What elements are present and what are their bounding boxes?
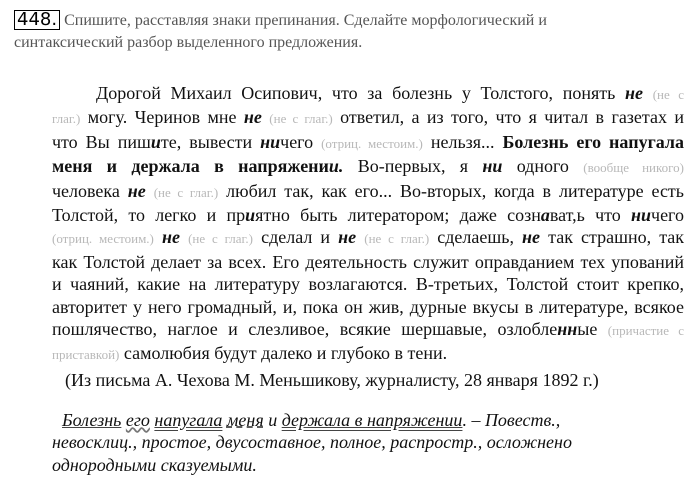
- subject-word: Болезнь: [62, 409, 122, 430]
- analysis-text: однородными сказуемыми.: [52, 454, 257, 475]
- text-segment: нельзя...: [422, 131, 503, 152]
- text-segment: могу. Черинов мне: [80, 107, 244, 128]
- text-line: [52, 251, 684, 273]
- highlighted-letters: ни: [631, 205, 652, 226]
- syntactic-analysis: [52, 409, 684, 476]
- text-segment: сделал и: [252, 227, 339, 248]
- text-line: [52, 82, 684, 106]
- grammar-note: (не с: [652, 87, 684, 102]
- text-line: [52, 273, 684, 295]
- text-segment: ответил, а из того, что я читал в газетах и: [332, 107, 685, 128]
- highlighted-letters: ни: [260, 131, 281, 152]
- highlighted-letters: не: [522, 227, 541, 248]
- grammar-note: приставкой): [52, 347, 120, 363]
- text-segment: одного: [502, 156, 584, 177]
- exercise-header: [14, 10, 686, 54]
- highlighted-letters: не: [625, 83, 644, 103]
- attribute-word: его: [125, 409, 150, 430]
- grammar-note: (вообще никого): [583, 160, 684, 176]
- exercise-number: 448.: [14, 10, 60, 30]
- bold-sentence: меня и держала в напряжени: [52, 156, 329, 177]
- passage-source: (Из письма А. Чехова М. Меньшикову, журналисту, 28 января 1892 г.): [65, 369, 599, 390]
- instruction-text: Спишите, расставляя знаки препинания. Сделайте морфологический и: [64, 12, 547, 29]
- letter-passage: [52, 82, 684, 367]
- text-segment: как Толстой делает за всех. Его деятельность служит оправданием тех упований: [52, 251, 684, 272]
- text-segment: Во-первых, я: [343, 156, 483, 177]
- text-segment: авторитет у него громадный, и, пока он жив, дурные вкусы в литературе, всякое: [52, 296, 684, 317]
- highlighted-letters: и: [150, 131, 161, 152]
- text-segment: те, вывести: [160, 131, 261, 152]
- instruction-text: синтаксический разбор выделенного предложения.: [14, 34, 363, 51]
- text-segment: ые: [577, 319, 608, 340]
- text-line: [52, 226, 684, 250]
- grammar-note: (не с глаг.): [153, 184, 219, 200]
- bold-highlighted-letters: и.: [328, 156, 344, 177]
- object-word: меня: [226, 409, 264, 430]
- text-line: [52, 342, 684, 366]
- grammar-note: (не с глаг.): [188, 231, 253, 247]
- text-line: [52, 155, 684, 179]
- predicate-word: напугала: [154, 409, 223, 430]
- text-segment: Толстой, то легко и пр: [52, 205, 246, 226]
- text-segment: любил так, как его... Во-вторых, когда в литературе есть: [218, 180, 685, 201]
- text-segment: [154, 227, 162, 247]
- text-segment: так страшно, так: [540, 227, 685, 248]
- analysis-text: и: [263, 409, 282, 430]
- grammar-note: глаг.): [52, 111, 81, 127]
- text-segment: [643, 83, 653, 103]
- text-segment: чего: [280, 131, 322, 152]
- text-segment: самолюбия будут далеко и глубоко в тени.: [119, 343, 448, 364]
- text-segment: что Вы пиш: [52, 131, 151, 152]
- highlighted-letters: не: [338, 227, 357, 248]
- text-segment: и чаяний, какие на литературу возлагаются. В-третьих, Толстой стоит крепко,: [52, 274, 684, 295]
- text-segment: ват,ь что: [549, 205, 631, 226]
- text-line: [52, 106, 684, 130]
- text-line: [52, 204, 684, 226]
- analysis-text: . – Повеств.,: [462, 409, 561, 430]
- highlighted-letters: и: [245, 205, 256, 226]
- text-segment: [146, 181, 154, 201]
- text-segment: человека: [52, 180, 128, 201]
- grammar-note: (причастие с: [607, 323, 684, 339]
- highlighted-letters: не: [243, 107, 262, 128]
- text-line: [52, 431, 684, 453]
- grammar-note: (отриц. местоим.): [52, 231, 154, 247]
- grammar-note: (отриц. местоим.): [321, 135, 423, 151]
- analysis-text: невосклиц., простое, двусоставное, полное, распростр., осложнено: [52, 432, 572, 453]
- text-segment: сделаешь,: [429, 227, 523, 248]
- text-segment: Дорогой Михаил Осипович, что за болезнь у Толстого, понять: [96, 83, 626, 103]
- text-line: [52, 180, 684, 204]
- text-line: [52, 131, 684, 155]
- text-line: [52, 454, 684, 476]
- text-segment: [180, 227, 188, 247]
- text-segment: пошлячество, наглое и слезливое, всякие шершавые, озлобле: [52, 319, 558, 340]
- predicate-word: держала в напряжении: [281, 409, 463, 430]
- text-segment: чего: [651, 205, 684, 226]
- bold-sentence: Болезнь его напугала: [502, 131, 684, 152]
- highlighted-letters: не: [127, 180, 146, 201]
- text-line: [52, 296, 684, 318]
- text-line: [52, 409, 684, 431]
- text-line: [52, 318, 684, 342]
- text-segment: ятно быть литератором; даже созн: [255, 205, 541, 226]
- highlighted-letters: а: [540, 205, 550, 226]
- highlighted-letters: не: [161, 227, 180, 248]
- grammar-note: (не с глаг.): [364, 231, 430, 247]
- highlighted-letters: нн: [557, 319, 578, 340]
- grammar-note: (не с глаг.): [269, 111, 333, 127]
- highlighted-letters: ни: [482, 156, 503, 177]
